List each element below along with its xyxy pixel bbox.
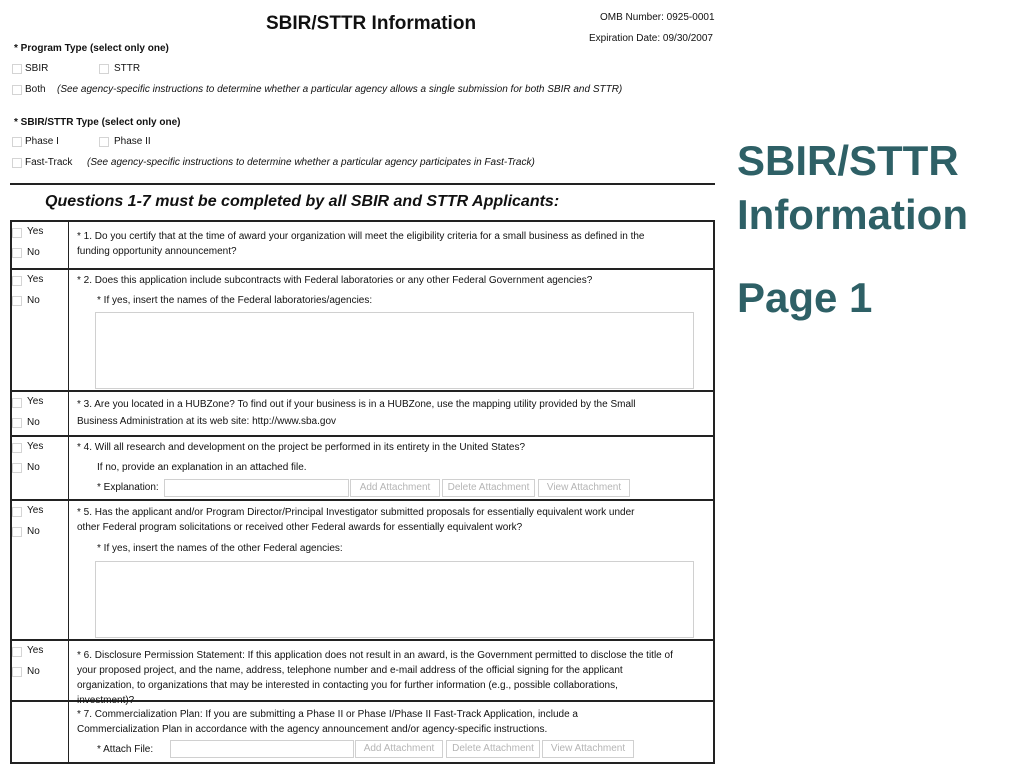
fast-track-label: Fast-Track: [25, 157, 73, 168]
phase2-checkbox[interactable]: [99, 137, 109, 147]
q2-agencies-textarea[interactable]: [95, 312, 694, 389]
q7-delete-attachment-button[interactable]: Delete Attachment: [446, 740, 540, 758]
q5-yes-checkbox[interactable]: [12, 507, 22, 517]
q1-yes-checkbox[interactable]: [12, 228, 22, 238]
q4-view-attachment-button[interactable]: View Attachment: [538, 479, 630, 497]
divider: [10, 183, 715, 185]
q3-no-label: No: [27, 417, 40, 428]
q6-no-checkbox[interactable]: [12, 667, 22, 677]
q4-delete-attachment-button[interactable]: Delete Attachment: [442, 479, 535, 497]
q6-text: * 6. Disclosure Permission Statement: If this application does not result in an award, is the Government permitted to disclose the title of your proposed project, and the name, address, telephone number and e-mail address of the official signing for the applicant organization, to organizations that may be interested in contacting you for further information (e.g., possible collaborations, investment)?: [77, 650, 673, 706]
sbir-label: SBIR: [25, 63, 49, 74]
q5-sub-label: * If yes, insert the names of the other Federal agencies:: [97, 543, 343, 554]
q4-no-checkbox[interactable]: [12, 463, 22, 473]
side-page-label: Page 1: [737, 274, 873, 321]
phase1-checkbox[interactable]: [12, 137, 22, 147]
q4-text: * 4. Will all research and development on the project be performed in its entirety in the United States?: [77, 442, 526, 453]
q3-no-checkbox[interactable]: [12, 418, 22, 428]
q3-text: * 3. Are you located in a HUBZone? To find out if your business is in a HUBZone, use the mapping utility provided by the Small Business Administration at its web site: http://www.sba.gov: [77, 399, 636, 427]
q2-yes-checkbox[interactable]: [12, 276, 22, 286]
q2-yes-label: Yes: [27, 274, 44, 285]
q4-explanation-file-field[interactable]: [164, 479, 349, 497]
sttr-checkbox[interactable]: [99, 64, 109, 74]
omb-number: OMB Number: 0925-0001: [600, 12, 715, 23]
sbir-checkbox[interactable]: [12, 64, 22, 74]
both-note: (See agency-specific instructions to determine whether a particular agency allows a single submission for both SBIR and STTR): [57, 84, 623, 95]
q1-no-label: No: [27, 247, 40, 258]
side-title-line2: Information: [737, 191, 968, 238]
fast-track-note: (See agency-specific instructions to determine whether a particular agency participates in Fast-Track): [87, 157, 535, 168]
both-label: Both: [25, 84, 46, 95]
q4-yes-label: Yes: [27, 441, 44, 452]
q2-sub-label: * If yes, insert the names of the Federal laboratories/agencies:: [97, 295, 373, 306]
row-divider: [10, 390, 715, 392]
q6-no-label: No: [27, 666, 40, 677]
q4-no-label: No: [27, 462, 40, 473]
q4-sub-label: If no, provide an explanation in an attached file.: [97, 462, 307, 473]
row-divider: [10, 435, 715, 437]
sttr-label: STTR: [114, 63, 141, 74]
q4-yes-checkbox[interactable]: [12, 443, 22, 453]
answer-column-divider: [68, 220, 69, 764]
expiration-date: Expiration Date: 09/30/2007: [589, 33, 713, 44]
questions-heading: Questions 1-7 must be completed by all SBIR and STTR Applicants:: [45, 193, 560, 210]
program-type-heading: * Program Type (select only one): [14, 43, 169, 54]
q1-no-checkbox[interactable]: [12, 248, 22, 258]
q4-explanation-label: * Explanation:: [97, 482, 159, 493]
phase2-label: Phase II: [114, 136, 151, 147]
q7-attach-file-field[interactable]: [170, 740, 354, 758]
q5-text: * 5. Has the applicant and/or Program Director/Principal Investigator submitted proposals for essentially equivalent work under other Federal program solicitations or received other Federal awards for essentially equivalent work?: [77, 507, 635, 533]
q4-add-attachment-button[interactable]: Add Attachment: [350, 479, 440, 497]
q1-text: * 1. Do you certify that at the time of award your organization will meet the eligibility criteria for a small business as defined in the funding opportunity announcement?: [77, 231, 645, 257]
q6-yes-label: Yes: [27, 645, 44, 656]
q2-no-checkbox[interactable]: [12, 296, 22, 306]
q2-text: * 2. Does this application include subcontracts with Federal laboratories or any other Federal Government agencies?: [77, 275, 593, 286]
q7-add-attachment-button[interactable]: Add Attachment: [355, 740, 443, 758]
q2-no-label: No: [27, 295, 40, 306]
row-divider: [10, 499, 715, 501]
q7-text: * 7. Commercialization Plan: If you are submitting a Phase II or Phase I/Phase II Fast-Track Application, include a Commercialization Plan in accordance with the agency announcement and/or agency-specific instructions.: [77, 709, 578, 735]
q3-yes-label: Yes: [27, 396, 44, 407]
q5-no-label: No: [27, 526, 40, 537]
form-title: SBIR/STTR Information: [266, 13, 477, 34]
q3-yes-checkbox[interactable]: [12, 398, 22, 408]
q1-yes-label: Yes: [27, 226, 44, 237]
sbir-sttr-type-heading: * SBIR/STTR Type (select only one): [14, 117, 181, 128]
q7-view-attachment-button[interactable]: View Attachment: [542, 740, 634, 758]
fast-track-checkbox[interactable]: [12, 158, 22, 168]
q7-attach-file-label: * Attach File:: [97, 744, 154, 755]
q5-no-checkbox[interactable]: [12, 527, 22, 537]
row-divider: [10, 639, 715, 641]
row-divider: [10, 268, 715, 270]
q5-yes-label: Yes: [27, 505, 44, 516]
phase1-label: Phase I: [25, 136, 59, 147]
both-checkbox[interactable]: [12, 85, 22, 95]
q5-agencies-textarea[interactable]: [95, 561, 694, 638]
side-title-line1: SBIR/STTR: [737, 137, 959, 184]
q6-yes-checkbox[interactable]: [12, 647, 22, 657]
